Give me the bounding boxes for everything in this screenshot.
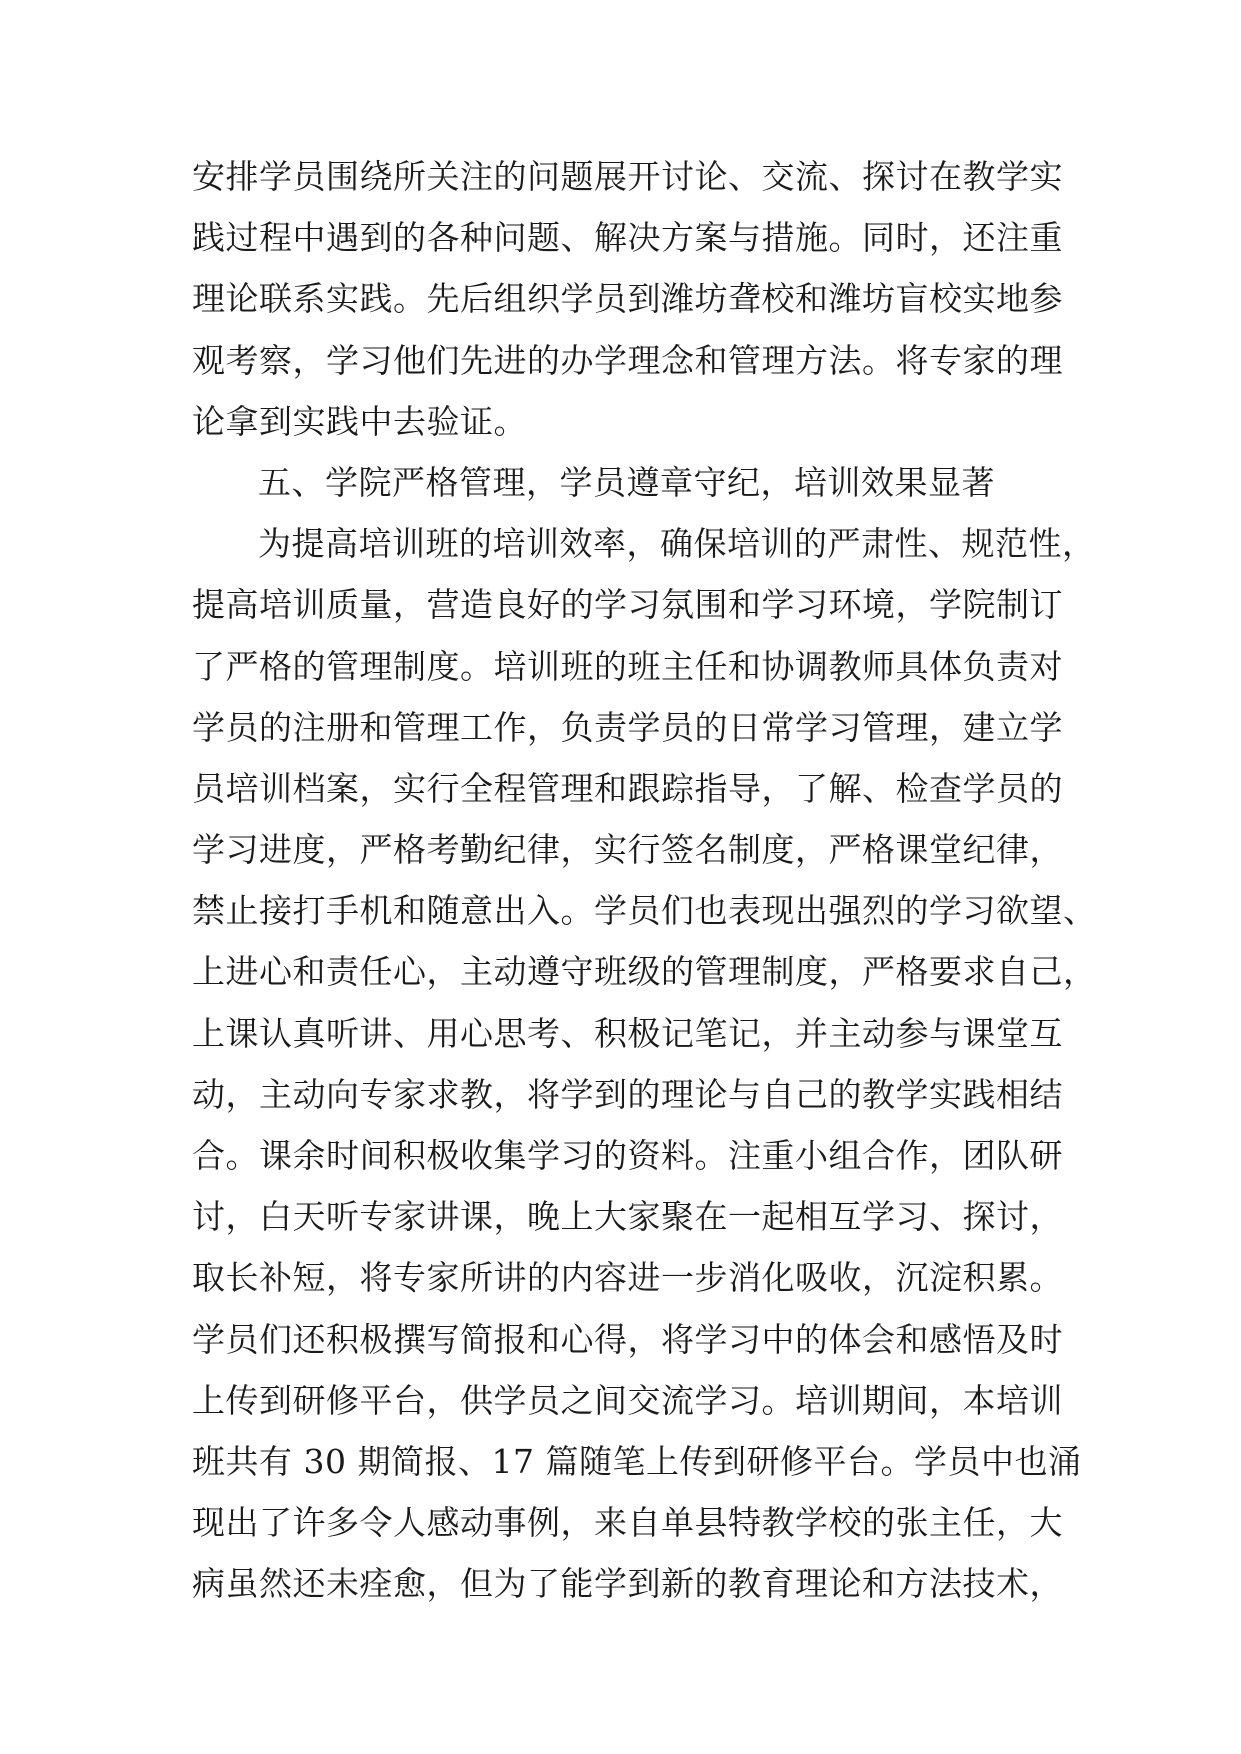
text-line: 禁止接打手机和随意出入。学员们也表现出强烈的学习欲望、 (192, 891, 1097, 931)
text-line: 学员的注册和管理工作，负责学员的日常学习管理，建立学 (192, 707, 1063, 747)
text-line: 为提高培训班的培训效率，确保培训的严肃性、规范性， (258, 524, 1096, 564)
text-line: 安排学员围绕所关注的问题展开讨论、交流、探讨在教学实 (192, 157, 1063, 196)
text-line: 上传到研修平台，供学员之间交流学习。培训期间，本培训 (192, 1380, 1063, 1420)
text-line: 学员们还积极撰写简报和心得，将学习中的体会和感悟及时 (192, 1319, 1063, 1359)
text-line: 讨，白天听专家讲课，晚上大家聚在一起相互学习、探讨， (192, 1197, 1063, 1237)
text-line: 论拿到实践中去验证。 (192, 401, 527, 441)
text-line: 观考察，学习他们先进的办学理念和管理方法。将专家的理 (192, 340, 1063, 380)
text-line: 上进心和责任心，主动遵守班级的管理制度，严格要求自己， (192, 952, 1097, 992)
text-line: 取长补短，将专家所讲的内容进一步消化吸收，沉淀积累。 (192, 1258, 1063, 1298)
text-line: 践过程中遇到的各种问题、解决方案与措施。同时，还注重 (192, 218, 1063, 258)
text-line: 理论联系实践。先后组织学员到潍坊聋校和潍坊盲校实地参 (192, 279, 1063, 319)
text-line: 合。课余时间积极收集学习的资料。注重小组合作，团队研 (192, 1136, 1063, 1175)
text-line: 了严格的管理制度。培训班的班主任和协调教师具体负责对 (192, 646, 1063, 686)
text-line: 病虽然还未痊愈，但为了能学到新的教育理论和方法技术， (192, 1564, 1063, 1604)
text-line: 现出了许多令人感动事例，来自单县特教学校的张主任，大 (192, 1503, 1063, 1543)
text-line: 提高培训质量，营造良好的学习氛围和学习环境，学院制订 (192, 585, 1063, 625)
section-heading: 五、学院严格管理，学员遵章守纪，培训效果显著 (258, 462, 995, 502)
text-line: 动，主动向专家求教，将学到的理论与自己的教学实践相结 (192, 1074, 1063, 1114)
text-line: 班共有 30 期简报、17 篇随笔上传到研修平台。学员中也涌 (192, 1441, 1082, 1481)
text-line: 学习进度，严格考勤纪律，实行签名制度，严格课堂纪律， (192, 830, 1063, 870)
body-text (192, 146, 1097, 1615)
text-line: 上课认真听讲、用心思考、积极记笔记，并主动参与课堂互 (192, 1013, 1063, 1053)
text-line: 员培训档案，实行全程管理和跟踪指导，了解、检查学员的 (192, 768, 1063, 808)
